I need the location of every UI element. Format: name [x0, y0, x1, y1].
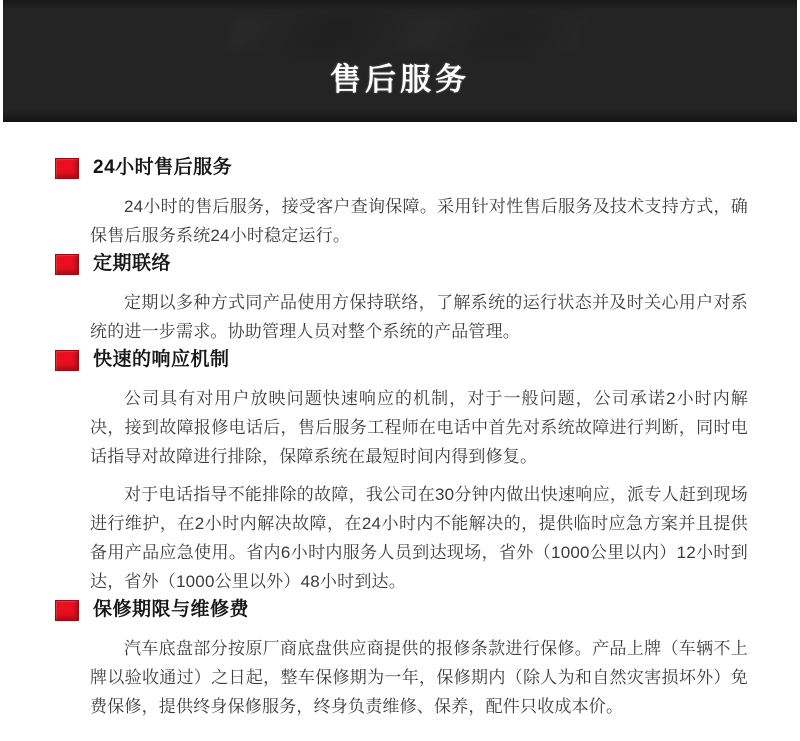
- section-paragraph: 定期以多种方式同产品使用方保持联络，了解系统的运行状态并及时关心用户对系统的进一步需求。协助管理人员对整个系统的产品管理。: [90, 293, 748, 341]
- section-rapid-response: [55, 348, 748, 596]
- section-paragraph: 对于电话指导不能排除的故障，我公司在30分钟内做出快速响应，派专人赶到现场进行维护，在2小时内解决故障，在24小时内不能解决的，提供临时应急方案并且提供备用产品应急使用。省内6小时内服务人员到达现场，省外（1000公里以内）12小时到达，省外（1000公里以外）48小时到达。: [90, 485, 748, 591]
- section-paragraph: 汽车底盘部分按原厂商底盘供应商提供的报修条款进行保修。产品上牌（车辆不上牌以验收通过）之日起，整车保修期为一年，保修期内（除人为和自然灾害损坏外）免费保修，提供终身保修服务，终身负责维修、保养，配件只收成本价。: [90, 639, 748, 716]
- section-warranty-and-repair-fee: [55, 598, 748, 721]
- content-area: [0, 122, 800, 721]
- section-heading: 快速的响应机制: [93, 349, 230, 370]
- header-banner: [3, 0, 797, 122]
- section-heading: 保修期限与维修费: [93, 599, 250, 620]
- red-square-bullet-icon: [55, 254, 79, 275]
- section-24h-after-sales: [55, 156, 748, 250]
- section-heading: 24小时售后服务: [93, 157, 233, 178]
- section-heading-row: [55, 598, 748, 622]
- section-heading-row: [55, 156, 748, 180]
- red-square-bullet-icon: [55, 600, 79, 621]
- section-paragraph: 公司具有对用户放映问题快速响应的机制，对于一般问题，公司承诺2小时内解决，接到故障报修电话后，售后服务工程师在电话中首先对系统故障进行判断，同时电话指导对故障进行排除，保障系统在最短时间内得到修复。: [90, 389, 748, 466]
- red-square-bullet-icon: [55, 158, 79, 179]
- watermark-smudge: [224, 16, 587, 52]
- section-regular-contact: [55, 252, 748, 346]
- section-paragraph: 24小时的售后服务，接受客户查询保障。采用针对性售后服务及技术支持方式，确保售后服务系统24小时稳定运行。: [90, 197, 748, 245]
- page-title: 售后服务: [330, 62, 470, 97]
- red-square-bullet-icon: [55, 350, 79, 371]
- section-heading-row: [55, 252, 748, 276]
- section-heading-row: [55, 348, 748, 372]
- section-heading: 定期联络: [93, 253, 172, 274]
